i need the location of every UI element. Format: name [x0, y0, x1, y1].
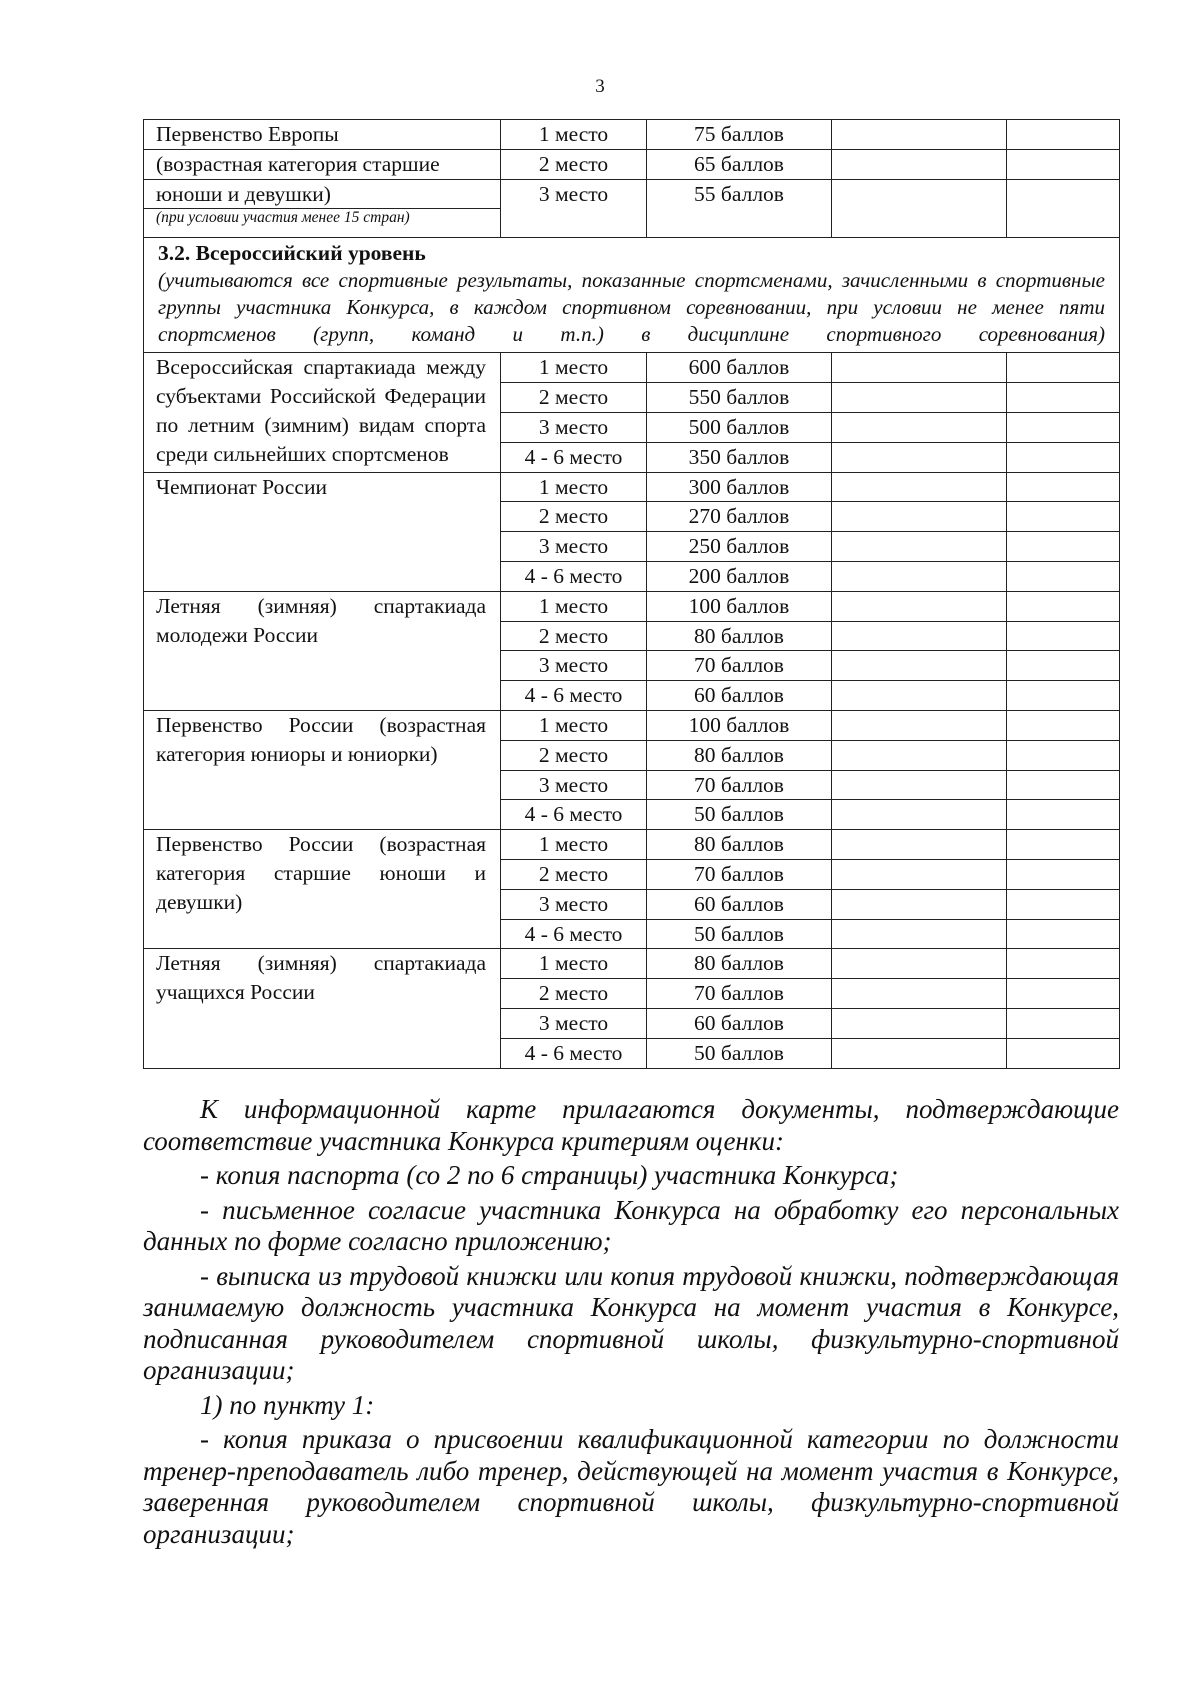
empty-cell	[832, 770, 1007, 800]
empty-cell	[1007, 889, 1120, 919]
paragraph: К информационной карте прилагаются документы, подтверждающие соответствие участника Конкурса критериям оценки:	[143, 1094, 1119, 1156]
body-text	[143, 1094, 1119, 1553]
place-cell: 3 место	[501, 179, 647, 238]
empty-cell	[832, 591, 1007, 621]
event-name: Летняя (зимняя) спартакиада молодежи России	[144, 591, 501, 710]
place-cell: 2 место	[501, 859, 647, 889]
empty-cell	[832, 472, 1007, 502]
empty-cell	[832, 740, 1007, 770]
empty-cell	[832, 621, 1007, 651]
points-cell: 50 баллов	[647, 919, 832, 949]
empty-cell	[832, 532, 1007, 562]
points-cell: 500 баллов	[647, 412, 832, 442]
points-cell: 75 баллов	[647, 120, 832, 150]
table-row	[144, 353, 1120, 383]
table-row	[144, 149, 1120, 179]
empty-cell	[832, 681, 1007, 711]
empty-cell	[1007, 502, 1120, 532]
section-title: 3.2. Всероссийский уровень	[158, 241, 426, 266]
points-cell: 80 баллов	[647, 621, 832, 651]
points-cell: 50 баллов	[647, 1038, 832, 1068]
empty-cell	[832, 561, 1007, 591]
place-cell: 4 - 6 место	[501, 442, 647, 472]
points-cell: 80 баллов	[647, 949, 832, 979]
empty-cell	[832, 1008, 1007, 1038]
empty-cell	[832, 800, 1007, 830]
section-note: (учитываются все спортивные результаты, показанные спортсменами, зачисленными в спортивные группы участника Конкурса, в каждом спортивном соревновании, при условии не менее пяти спортсменов (групп, команд и т.п.) в дисциплине спортивного соревнования)	[158, 268, 1105, 347]
place-cell: 4 - 6 место	[501, 919, 647, 949]
points-cell: 65 баллов	[647, 149, 832, 179]
event-name-line: Первенство Европы	[144, 120, 501, 150]
page-number: 3	[595, 76, 605, 97]
table-row	[144, 472, 1120, 502]
empty-cell	[832, 1038, 1007, 1068]
points-cell: 60 баллов	[647, 889, 832, 919]
event-name: Первенство России (возрастная категория старшие юноши и девушки)	[144, 830, 501, 949]
points-cell: 80 баллов	[647, 740, 832, 770]
points-cell: 300 баллов	[647, 472, 832, 502]
points-cell: 70 баллов	[647, 859, 832, 889]
table-row	[144, 949, 1120, 979]
place-cell: 3 место	[501, 889, 647, 919]
empty-cell	[1007, 681, 1120, 711]
place-cell: 1 место	[501, 710, 647, 740]
empty-cell	[1007, 383, 1120, 413]
paragraph: - копия приказа о присвоении квалификационной категории по должности тренер-преподаватель либо тренер, действующей на момент участия в Конкурсе, заверенная руководителем спортивной школы, физкультурно-спортивной организации;	[143, 1424, 1119, 1549]
points-cell: 55 баллов	[647, 179, 832, 238]
points-cell: 270 баллов	[647, 502, 832, 532]
empty-cell	[832, 889, 1007, 919]
place-cell: 2 место	[501, 621, 647, 651]
event-name: Первенство России (возрастная категория юниоры и юниорки)	[144, 710, 501, 829]
empty-cell	[1007, 472, 1120, 502]
empty-cell	[1007, 532, 1120, 562]
place-cell: 4 - 6 место	[501, 561, 647, 591]
place-cell: 2 место	[501, 149, 647, 179]
points-cell: 60 баллов	[647, 681, 832, 711]
points-cell: 70 баллов	[647, 979, 832, 1009]
place-cell: 3 место	[501, 1008, 647, 1038]
event-name: Летняя (зимняя) спартакиада учащихся России	[144, 949, 501, 1068]
empty-cell	[1007, 770, 1120, 800]
points-cell: 80 баллов	[647, 830, 832, 860]
empty-cell	[1007, 353, 1120, 383]
empty-cell	[832, 383, 1007, 413]
place-cell: 2 место	[501, 740, 647, 770]
empty-cell	[832, 149, 1007, 179]
points-cell: 100 баллов	[647, 710, 832, 740]
criteria-table-body	[144, 120, 1120, 1069]
empty-cell	[832, 830, 1007, 860]
empty-cell	[1007, 710, 1120, 740]
table-row	[144, 830, 1120, 860]
table-row	[144, 120, 1120, 150]
table-row	[144, 591, 1120, 621]
empty-cell	[1007, 651, 1120, 681]
empty-cell	[1007, 1038, 1120, 1068]
place-cell: 1 место	[501, 353, 647, 383]
empty-cell	[832, 412, 1007, 442]
place-cell: 1 место	[501, 591, 647, 621]
criteria-table	[143, 119, 1120, 1069]
points-cell: 550 баллов	[647, 383, 832, 413]
points-cell: 350 баллов	[647, 442, 832, 472]
paragraph: - копия паспорта (со 2 по 6 страницы) участника Конкурса;	[200, 1160, 899, 1190]
place-cell: 1 место	[501, 949, 647, 979]
empty-cell	[832, 120, 1007, 150]
empty-cell	[1007, 149, 1120, 179]
empty-cell	[832, 442, 1007, 472]
empty-cell	[1007, 591, 1120, 621]
paragraph: - выписка из трудовой книжки или копия трудовой книжки, подтверждающая занимаемую должность участника Конкурса на момент участия в Конкурсе, подписанная руководителем спортивной школы, физкультурно-спортивной организации;	[143, 1260, 1119, 1385]
empty-cell	[1007, 830, 1120, 860]
empty-cell	[1007, 800, 1120, 830]
points-cell: 250 баллов	[647, 532, 832, 562]
points-cell: 600 баллов	[647, 353, 832, 383]
place-cell: 4 - 6 место	[501, 1038, 647, 1068]
empty-cell	[832, 353, 1007, 383]
empty-cell	[1007, 1008, 1120, 1038]
place-cell: 4 - 6 место	[501, 800, 647, 830]
empty-cell	[832, 502, 1007, 532]
place-cell: 2 место	[501, 979, 647, 1009]
points-cell: 70 баллов	[647, 770, 832, 800]
section-row	[144, 238, 1120, 353]
table-row	[144, 710, 1120, 740]
points-cell: 60 баллов	[647, 1008, 832, 1038]
empty-cell	[1007, 561, 1120, 591]
place-cell: 3 место	[501, 412, 647, 442]
empty-cell	[1007, 442, 1120, 472]
empty-cell	[1007, 979, 1120, 1009]
event-name: Чемпионат России	[144, 472, 501, 591]
event-name-line: (возрастная категория старшие	[144, 149, 501, 179]
empty-cell	[832, 979, 1007, 1009]
empty-cell	[832, 859, 1007, 889]
event-note: (при условии участия менее 15 стран)	[144, 209, 501, 238]
empty-cell	[1007, 179, 1120, 238]
points-cell: 200 баллов	[647, 561, 832, 591]
paragraph: 1) по пункту 1:	[200, 1389, 375, 1420]
place-cell: 3 место	[501, 770, 647, 800]
place-cell: 3 место	[501, 651, 647, 681]
empty-cell	[1007, 740, 1120, 770]
empty-cell	[1007, 919, 1120, 949]
event-name-line: юноши и девушки)	[144, 179, 501, 209]
empty-cell	[1007, 859, 1120, 889]
place-cell: 1 место	[501, 830, 647, 860]
empty-cell	[1007, 949, 1120, 979]
place-cell: 4 - 6 место	[501, 681, 647, 711]
empty-cell	[832, 919, 1007, 949]
empty-cell	[832, 651, 1007, 681]
place-cell: 1 место	[501, 472, 647, 502]
empty-cell	[1007, 412, 1120, 442]
table-row	[144, 179, 1120, 209]
empty-cell	[832, 710, 1007, 740]
place-cell: 2 место	[501, 383, 647, 413]
place-cell: 3 место	[501, 532, 647, 562]
points-cell: 70 баллов	[647, 651, 832, 681]
points-cell: 50 баллов	[647, 800, 832, 830]
place-cell: 1 место	[501, 120, 647, 150]
empty-cell	[1007, 120, 1120, 150]
event-name: Всероссийская спартакиада между субъектами Российской Федерации по летним (зимним) видам спорта среди сильнейших спортсменов	[144, 353, 501, 472]
place-cell: 2 место	[501, 502, 647, 532]
paragraph: - письменное согласие участника Конкурса на обработку его персональных данных по форме согласно приложению;	[143, 1194, 1119, 1256]
points-cell: 100 баллов	[647, 591, 832, 621]
empty-cell	[832, 179, 1007, 238]
section-header	[144, 238, 1120, 353]
empty-cell	[832, 949, 1007, 979]
empty-cell	[1007, 621, 1120, 651]
